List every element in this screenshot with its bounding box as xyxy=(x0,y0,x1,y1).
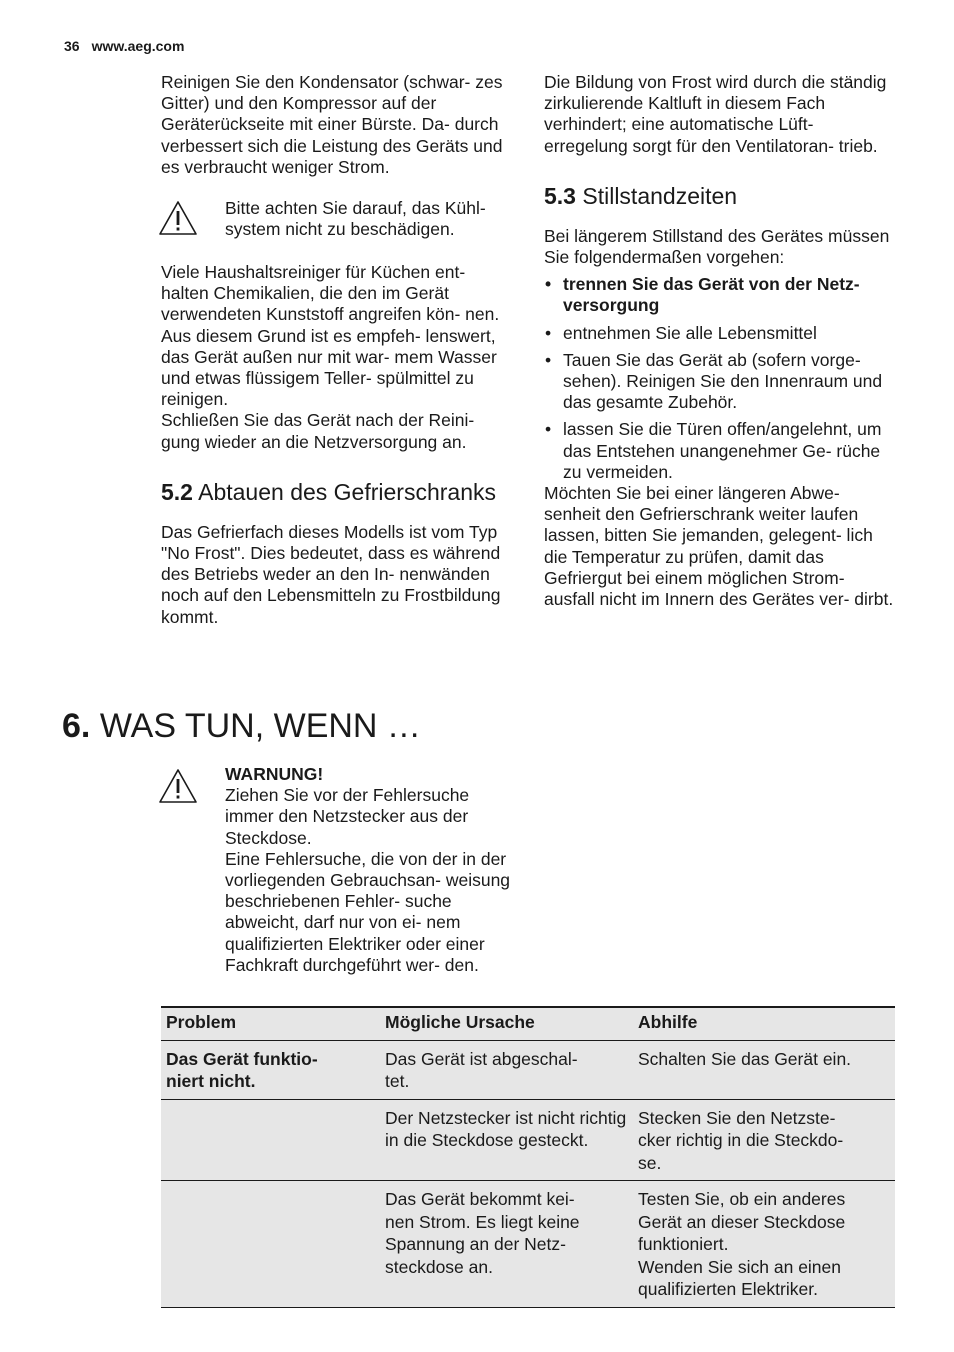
cause-cell: Das Gerät bekommt kei- nen Strom. Es liegt keine Spannung an der Netz- steckdose an. xyxy=(385,1189,580,1277)
cooling-warning-text: Bitte achten Sie darauf, das Kühl- system nicht zu beschädigen. xyxy=(225,198,486,240)
cause-cell: Das Gerät ist abgeschal- tet. xyxy=(385,1048,578,1091)
reconnect-paragraph: Schließen Sie das Gerät nach der Reini- gung wieder an die Netzversorgung an. xyxy=(161,410,475,452)
absence-paragraph: Möchten Sie bei einer längeren Abwe- senheit den Gefrierschrank weiter laufen lassen, bitten Sie jemanden, gelegent- lich die Temperatur zu prüfen, damit das Gefriergut bei einem möglichen Strom- ausfall nicht im Innern des Gerätes ver- dirbt. xyxy=(544,483,894,610)
column-header: Abhilfe xyxy=(638,1012,698,1032)
frost-paragraph: Die Bildung von Frost wird durch die ständig zirkulierende Kaltluft in diesem Fach verhindert; eine automatische Lüft- erregelung sorgt für den Ventilatoran- trieb. xyxy=(544,72,887,156)
warning-triangle-icon xyxy=(158,200,198,236)
chapter-number: 6. xyxy=(62,707,91,745)
remedy-cell: Stecken Sie den Netzste- cker richtig in die Steckdo- se. xyxy=(638,1107,844,1173)
cleaner-paragraph: Viele Haushaltsreiniger für Küchen ent- halten Chemikalien, die den im Gerät verwendeten Kunststoff angreifen kön- nen. Aus diesem Grund ist es empfeh- lenswert, das Gerät außen nur mit war- mem Wasser und etwas flüssigem Teller- spülmittel zu reinigen. xyxy=(161,262,500,410)
chapter-heading xyxy=(62,704,421,748)
table-header-row xyxy=(161,1007,895,1040)
left-column xyxy=(161,72,516,628)
remedy-cell: Testen Sie, ob ein anderes Gerät an dieser Steckdose funktioniert. Wenden Sie sich an einen qualifizierten Elektriker. xyxy=(638,1189,846,1299)
section-title: Stillstandzeiten xyxy=(582,182,738,209)
warning-text: Eine Fehlersuche, die von der in der vorliegenden Gebrauchsan- weisung beschriebenen Fehler- suche abweicht, darf nur von ei- nem qualifizierten Elektriker oder einer Fachkraft durchgeführt wer- den. xyxy=(225,848,511,975)
column-header: Problem xyxy=(166,1012,237,1032)
column-header: Mögliche Ursache xyxy=(385,1012,535,1032)
troubleshooting-table xyxy=(161,1006,895,1308)
page-header xyxy=(64,38,184,54)
cause-cell: Der Netzstecker ist nicht richtig in die Steckdose gesteckt. xyxy=(385,1107,627,1150)
standstill-list xyxy=(544,274,894,483)
site-url: www.aeg.com xyxy=(91,38,185,54)
cooling-warning xyxy=(161,198,516,244)
chapter-title: WAS TUN, WENN … xyxy=(99,707,421,745)
condenser-paragraph: Reinigen Sie den Kondensator (schwar- zes Gitter) und den Kompressor auf der Geräterückseite mit einer Bürste. Da- durch verbessert sich die Leistung des Geräts und es verbraucht weniger Strom. xyxy=(161,72,503,177)
problem-cell: Das Gerät funktio- niert nicht. xyxy=(166,1048,318,1091)
no-frost-paragraph: Das Gefrierfach dieses Modells ist vom Typ "No Frost". Dies bedeutet, dass es während des Betriebs weder an den In- nenwänden noch auf den Lebensmitteln zu Frostbildung kommt. xyxy=(161,521,501,627)
table-row xyxy=(161,1040,895,1099)
section-5-2-heading xyxy=(161,479,516,506)
table-row xyxy=(161,1181,895,1308)
list-item: • Tauen Sie das Gerät ab (sofern vorge- sehen). Reinigen Sie den Innenraum und das gesamte Zubehör. xyxy=(544,350,894,414)
troubleshooting-warning xyxy=(161,764,521,976)
warning-triangle-icon xyxy=(158,768,198,804)
list-item: • lassen Sie die Türen offen/angelehnt, um das Entstehen unangenehmer Ge- rüche zu vermeiden. xyxy=(544,419,894,483)
warning-title: WARNUNG! xyxy=(225,764,324,784)
section-title: Abtauen des Gefrierschranks xyxy=(198,478,496,505)
remedy-cell: Schalten Sie das Gerät ein. xyxy=(638,1048,852,1069)
section-number: 5.3 xyxy=(544,182,576,209)
problem-cell xyxy=(161,1181,380,1308)
right-column xyxy=(544,72,894,610)
warning-text: Ziehen Sie vor der Fehlersuche immer den Netzstecker aus der Steckdose. xyxy=(225,785,470,848)
list-item: • entnehmen Sie alle Lebensmittel xyxy=(544,323,894,344)
section-5-3-heading xyxy=(544,183,894,210)
page-number: 36 xyxy=(64,38,80,54)
problem-cell xyxy=(161,1099,380,1181)
list-item: • trennen Sie das Gerät von der Netz- versorgung xyxy=(544,274,894,316)
section-number: 5.2 xyxy=(161,478,193,505)
standstill-intro: Bei längerem Stillstand des Gerätes müssen Sie folgendermaßen vorgehen: xyxy=(544,225,890,268)
table-row xyxy=(161,1099,895,1181)
